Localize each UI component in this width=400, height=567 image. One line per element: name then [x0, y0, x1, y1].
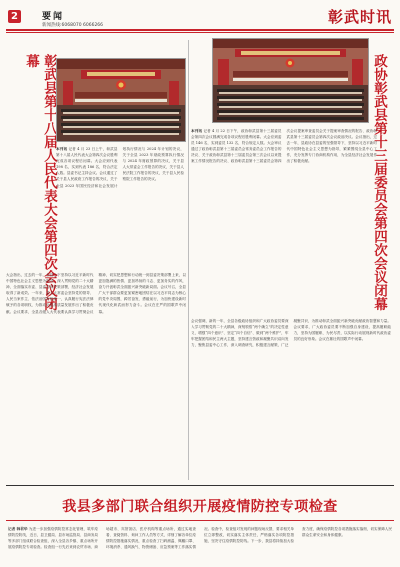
page-header [0, 0, 400, 30]
left-article-body-top [56, 146, 184, 268]
bottom-article-title: 我县多部门联合组织开展疫情防控专项检查 [62, 499, 338, 515]
section-title: 要闻 [42, 12, 65, 22]
right-article-byline: 本刊讯 [191, 129, 203, 133]
cppcc-session-image [213, 39, 368, 122]
left-article-title: 彰武县第十八届人民代表大会第四次会议闭幕 [23, 54, 57, 311]
left-article-photo [56, 58, 186, 142]
bottom-section-rule [6, 485, 394, 486]
bottom-article-text: 为进一步加强疫情防控常态化管理，筑牢疫情防控防线，近日，县卫健局、县市场监管局、县商务局等多部门组成联合检查组，深入全县各乡镇、重点场所开展疫情防控专项检查。检查组一行先后来到农贸市场、商场超市、宾馆饭店、医疗机构等重点场所，通过实地查看、查阅资料、询问工作人员等方式，详细了解各单位疫情防控措施落实情况，重点检查了扫码测温、佩戴口罩、环境消杀、通风换气、物资储备、应急预案等工作落实情况。检查中，检查组对发现的问题现场反馈，要求相关单位立即整改，切实落实主体责任，严格落实各项防控措施，坚决守住疫情防控防线。下一步，我县将持续加大检查力度，确保疫情防控各项措施落实落细，切实保障人民群众生命安全和身体健康。 [8, 527, 392, 550]
news-hotline: 新闻热线:6068070 6066266 [42, 23, 104, 28]
header-rule-thin [6, 32, 394, 33]
column-separator [188, 40, 189, 480]
right-article-lead: 记者 4 月 22 日下午，政协彰武县第十三届委员会第四次会议圆满完成各项议程后胜利闭幕。大会应到委员 146 名，实到委员 132 名，符合规定人数。大会审议通过了政协彰武县第十三届委员会常务委员会工作报告的决议、关于政协彰武县第十三届委员会第三次会议以来提案工作情况报告的决议、政协彰武县第十三届委员会第四次会议提案审查委员会关于提案审查情况的报告、政协彰武县第十三届委员会第四次会议政治决议。会议指出，过去一年，县政协在县委的坚强领导下，坚持以习近平新时代中国特色社会主义思想为指导，紧紧围绕全县中心工作，充分发挥专门协商机构作用，为全县经济社会发展作出了积极贡献。 [191, 129, 377, 164]
right-article-body-top [191, 128, 377, 316]
header-rule [6, 29, 394, 31]
assembly-hall-image [57, 59, 185, 141]
right-article-body-continued: 会议强调，新的一年，全县各级政协组织和广大政协委员要深入学习贯彻党的二十大精神，深刻领悟“两个确立”的决定性意义，增强“四个意识”、坚定“四个自信”、做到“两个维护”，牢牢把握团结和民主两大主题，坚持建言资政和凝聚共识双向发力，聚焦县委中心工作，深入调查研究，积极建言献策，广泛凝聚共识，为推动彰武全面振兴新突破贡献政协智慧和力量。会议要求，广大政协委员要不断加强自身建设，提高履职能力，坚持为国履职、为民尽责，以实际行动展现新时代政协委员的良好形象。会议在雄壮的国歌声中闭幕。 [191, 319, 391, 348]
left-article-lead: 记者 4 月 23 日上午，彰武县第十八届人民代表大会第四次会议胜利完成各项议程后闭幕。大会应到代表 198 名，实到代表 186 名，符合法定人数。县委书记主持会议。会议通过了关于县人民政府工作报告的决议，关于全县 2023 年国民经济和社会发展计划执行情况与 2024 年计划的决议，关于全县 2023 年财政预算执行情况与 2024 年财政预算的决议，关于县人大常委会工作报告的决议，关于县人民法院工作报告的决议，关于县人民检察院工作报告的决议。 [56, 147, 184, 188]
page-number-badge: 2 [8, 10, 21, 23]
bottom-title-rule [6, 520, 394, 521]
left-article-byline: 本刊讯 [56, 147, 68, 151]
bottom-article-body [8, 526, 392, 564]
left-article-body-continued: 大会指出，过去的一年，全县上下坚持以习近平新时代中国特色社会主义思想为指导，深入贯彻党的二十大精神，全面落实市委、县委各项决策部署，经济社会发展取得了新成效。一年来，县人大常委会坚持党的领导、人民当家作主、依法治国有机统一，认真履行宪法法律赋予的各项职权，为推动全县高质量发展作出了积极贡献。会议要求，全县各级人大代表要认真学习贯彻会议精神，切实把思想和行动统一到县委决策部署上来，以更加饱满的热情、更加昂扬的斗志、更加务实的作风，奋力开创彰武全面振兴新突破新局面。会议号召，全县广大干部群众要更加紧密地团结在以习近平同志为核心的党中央周围，踔厉奋发、勇毅前行，为加快建设新时代现代化彰武而努力奋斗。会议在庄严的国歌声中闭幕。 [6, 273, 186, 314]
bottom-article-byline: 记者 韩君华 [8, 527, 28, 531]
right-article-title: 政协彰武县第十三届委员会第四次会议闭幕 [371, 54, 387, 311]
right-article-photo [212, 38, 369, 123]
newspaper-brand: 彰武时讯 [327, 8, 392, 26]
